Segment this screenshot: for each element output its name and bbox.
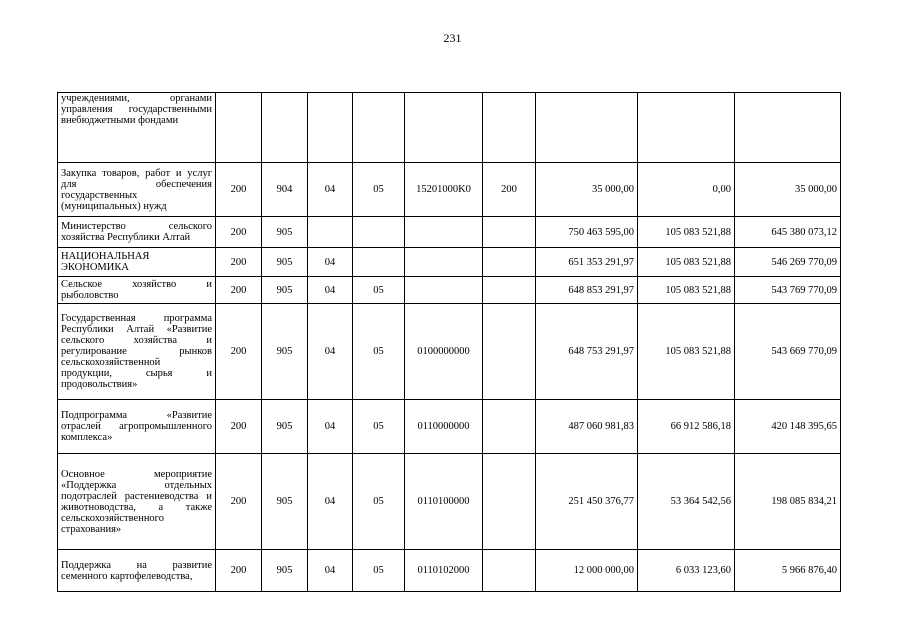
table-row (58, 93, 841, 163)
section-code (308, 93, 353, 163)
ministry-code: 200 (216, 163, 262, 217)
target-article-code (405, 248, 483, 277)
subsection-code: 05 (353, 163, 405, 217)
amount-approved: 648 753 291,97 (536, 304, 638, 400)
amount-approved: 487 060 981,83 (536, 400, 638, 454)
row-name: Сельское хозяйство и рыболовство (58, 277, 216, 304)
budget-table (57, 92, 841, 592)
amount-remaining: 546 269 770,09 (735, 248, 841, 277)
table-row (58, 454, 841, 550)
amount-executed: 0,00 (638, 163, 735, 217)
row-name: учреждениями, органами управления государственными внебюджетными фондами (58, 93, 216, 163)
table-row (58, 217, 841, 248)
amount-executed (638, 93, 735, 163)
amount-executed: 105 083 521,88 (638, 277, 735, 304)
department-code: 905 (262, 304, 308, 400)
amount-approved (536, 93, 638, 163)
section-code: 04 (308, 277, 353, 304)
amount-remaining: 420 148 395,65 (735, 400, 841, 454)
target-article-code (405, 217, 483, 248)
department-code: 905 (262, 400, 308, 454)
amount-remaining: 645 380 073,12 (735, 217, 841, 248)
amount-executed: 105 083 521,88 (638, 217, 735, 248)
department-code: 905 (262, 248, 308, 277)
ministry-code: 200 (216, 217, 262, 248)
amount-executed: 66 912 586,18 (638, 400, 735, 454)
target-article-code (405, 93, 483, 163)
department-code: 904 (262, 163, 308, 217)
amount-executed: 6 033 123,60 (638, 550, 735, 592)
target-article-code: 0110100000 (405, 454, 483, 550)
section-code: 04 (308, 400, 353, 454)
section-code: 04 (308, 304, 353, 400)
section-code: 04 (308, 163, 353, 217)
amount-remaining: 5 966 876,40 (735, 550, 841, 592)
section-code: 04 (308, 454, 353, 550)
target-article-code: 0100000000 (405, 304, 483, 400)
amount-executed: 53 364 542,56 (638, 454, 735, 550)
subsection-code (353, 248, 405, 277)
section-code: 04 (308, 248, 353, 277)
target-article-code: 15201000K0 (405, 163, 483, 217)
amount-approved: 750 463 595,00 (536, 217, 638, 248)
expense-type-code: 200 (483, 163, 536, 217)
department-code: 905 (262, 454, 308, 550)
expense-type-code (483, 248, 536, 277)
ministry-code: 200 (216, 304, 262, 400)
expense-type-code (483, 277, 536, 304)
page-number: 231 (443, 31, 462, 45)
subsection-code: 05 (353, 277, 405, 304)
amount-remaining (735, 93, 841, 163)
amount-remaining: 543 769 770,09 (735, 277, 841, 304)
row-name: Закупка товаров, работ и услуг для обеспечения государственных (муниципальных) нужд (58, 163, 216, 217)
ministry-code (216, 93, 262, 163)
ministry-code: 200 (216, 400, 262, 454)
amount-approved: 12 000 000,00 (536, 550, 638, 592)
subsection-code (353, 217, 405, 248)
row-name: Государственная программа Республики Алтай «Развитие сельского хозяйства и регулирование рынков сельскохозяйственной продукции, сырья и продовольствия» (58, 304, 216, 400)
expense-type-code (483, 550, 536, 592)
amount-remaining: 543 669 770,09 (735, 304, 841, 400)
target-article-code (405, 277, 483, 304)
table-row (58, 304, 841, 400)
expense-type-code (483, 93, 536, 163)
amount-remaining: 198 085 834,21 (735, 454, 841, 550)
department-code: 905 (262, 277, 308, 304)
row-name: НАЦИОНАЛЬНАЯ ЭКОНОМИКА (58, 248, 216, 277)
expense-type-code (483, 454, 536, 550)
subsection-code: 05 (353, 550, 405, 592)
amount-executed: 105 083 521,88 (638, 248, 735, 277)
target-article-code: 0110000000 (405, 400, 483, 454)
subsection-code: 05 (353, 304, 405, 400)
section-code (308, 217, 353, 248)
ministry-code: 200 (216, 248, 262, 277)
expense-type-code (483, 304, 536, 400)
table-row (58, 277, 841, 304)
row-name: Министерство сельского хозяйства Республики Алтай (58, 217, 216, 248)
department-code: 905 (262, 550, 308, 592)
subsection-code (353, 93, 405, 163)
department-code (262, 93, 308, 163)
subsection-code: 05 (353, 400, 405, 454)
section-code: 04 (308, 550, 353, 592)
table-row (58, 550, 841, 592)
subsection-code: 05 (353, 454, 405, 550)
table-row (58, 248, 841, 277)
expense-type-code (483, 400, 536, 454)
row-name: Поддержка на развитие семенного картофелеводства, (58, 550, 216, 592)
amount-executed: 105 083 521,88 (638, 304, 735, 400)
amount-approved: 648 853 291,97 (536, 277, 638, 304)
row-name: Подпрограмма «Развитие отраслей агропромышленного комплекса» (58, 400, 216, 454)
amount-approved: 251 450 376,77 (536, 454, 638, 550)
table-row (58, 400, 841, 454)
ministry-code: 200 (216, 454, 262, 550)
amount-approved: 651 353 291,97 (536, 248, 638, 277)
ministry-code: 200 (216, 277, 262, 304)
amount-remaining: 35 000,00 (735, 163, 841, 217)
ministry-code: 200 (216, 550, 262, 592)
row-name: Основное мероприятие «Поддержка отдельных подотраслей растениеводства и животноводства, а также сельскохозяйственного страхования» (58, 454, 216, 550)
expense-type-code (483, 217, 536, 248)
target-article-code: 0110102000 (405, 550, 483, 592)
amount-approved: 35 000,00 (536, 163, 638, 217)
department-code: 905 (262, 217, 308, 248)
table-row (58, 163, 841, 217)
